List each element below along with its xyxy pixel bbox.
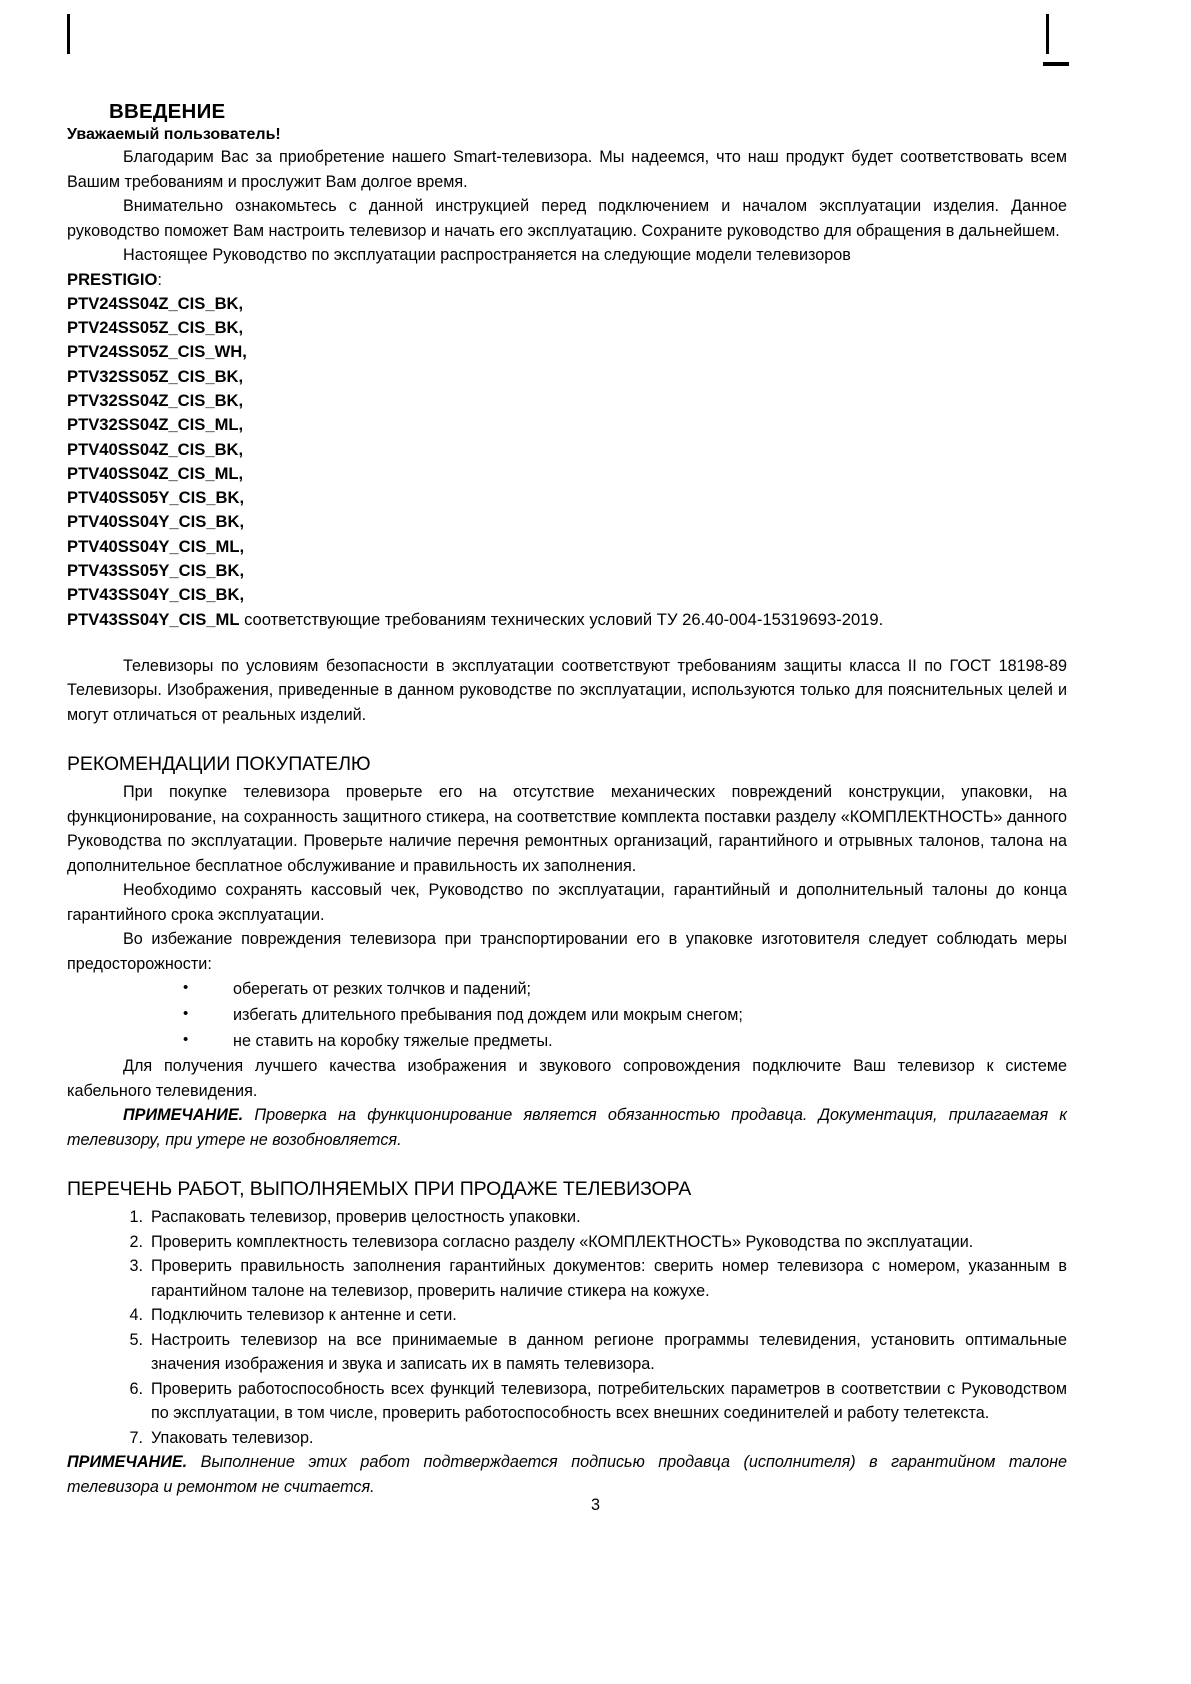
safety-paragraph: Телевизоры по условиям безопасности в эксплуатации соответствуют требованиям защиты класса II по ГОСТ 18198-89 Телевизоры. Изображения, приведенные в данном руководстве по эксплуатации, используются только для пояснительных целей и могут отличаться от реальных изделий. — [67, 656, 1067, 724]
crop-mark-top-right-vertical — [1046, 14, 1049, 54]
model-item-last — [67, 608, 1067, 632]
note-label: ПРИМЕЧАНИЕ. — [123, 1106, 244, 1125]
works-heading: ПЕРЕЧЕНЬ РАБОТ, ВЫПОЛНЯЕМЫХ ПРИ ПРОДАЖЕ ТЕЛЕВИЗОРА — [67, 1178, 692, 1201]
intro-paragraph-3: Настоящее Руководство по эксплуатации распространяется на следующие модели телевизоров — [123, 246, 851, 264]
list-item: Проверить работоспособность всех функций телевизора, потребительских параметров в соответствии с Руководством по эксплуатации, в том числе, проверить работоспособность всех внешних соединителей и работу телетекста. — [151, 1379, 1067, 1423]
note-text: Проверка на функционирование является обязанностью продавца. Документация, прилагаемая к телевизору, при утере не возобновляется. — [67, 1106, 1067, 1149]
model-item: PTV43SS04Y_CIS_BK, — [67, 585, 245, 605]
recommendations-paragraph-3: Во избежание повреждения телевизора при транспортировании его в упаковке изготовителя следует соблюдать меры предосторожности: — [67, 930, 1067, 973]
list-item: • оберегать от резких толчков и падений; — [183, 976, 1067, 1002]
model-code-last: PTV43SS04Y_CIS_ML — [67, 609, 240, 629]
model-item: PTV40SS05Y_CIS_BK, — [67, 488, 245, 508]
list-item: Упаковать телевизор. — [151, 1428, 314, 1447]
model-item: PTV32SS05Z_CIS_BK, — [67, 366, 244, 386]
recommendations-note — [67, 1103, 1067, 1152]
model-item: PTV32SS04Z_CIS_ML, — [67, 415, 244, 435]
model-item: PTV40SS04Y_CIS_ML, — [67, 536, 245, 556]
crop-mark-top-right-horizontal — [1043, 62, 1069, 66]
list-item: Распаковать телевизор, проверив целостность упаковки. — [151, 1208, 581, 1227]
model-item: PTV40SS04Z_CIS_ML, — [67, 463, 244, 483]
model-item: PTV24SS05Z_CIS_WH, — [67, 342, 247, 362]
document-body — [67, 100, 1067, 1499]
list-item: • избегать длительного пребывания под дождем или мокрым снегом; — [183, 1002, 1067, 1028]
note-label: ПРИМЕЧАНИЕ. — [67, 1453, 188, 1472]
list-item: Настроить телевизор на все принимаемые в данном регионе программы телевидения, установить оптимальные значения изображения и звука и записать их в память телевизора. — [151, 1330, 1067, 1374]
model-item: PTV40SS04Y_CIS_BK, — [67, 512, 245, 532]
brand-name: PRESTIGIO — [67, 269, 158, 289]
model-item: PTV40SS04Z_CIS_BK, — [67, 439, 244, 459]
crop-mark-top-left — [67, 14, 70, 54]
list-item: Подключить телевизор к антенне и сети. — [151, 1306, 457, 1325]
intro-salutation: Уважаемый пользователь! — [67, 126, 281, 143]
works-step-list — [67, 1205, 1067, 1450]
page-number: 3 — [590, 1496, 600, 1514]
works-note — [67, 1450, 1067, 1499]
list-item: • не ставить на коробку тяжелые предметы. — [183, 1028, 1067, 1054]
brand-line — [67, 268, 1067, 292]
model-item: PTV32SS04Z_CIS_BK, — [67, 390, 244, 410]
model-item: PTV43SS05Y_CIS_BK, — [67, 561, 245, 581]
recommendations-heading: РЕКОМЕНДАЦИИ ПОКУПАТЕЛЮ — [67, 753, 371, 776]
precautions-list — [67, 976, 1067, 1054]
recommendations-paragraph-1: При покупке телевизора проверьте его на отсутствие механических повреждений конструкции, упаковки, на функционирование, на сохранность защитного стикера, на соответствие комплекта поставки разделу «КОМПЛЕКТНОСТЬ» данного Руководства по эксплуатации. Проверьте наличие перечня ремонтных организаций, гарантийного и отрывных талонов, талона на дополнительное бесплатное обслуживание и правильность их заполнения. — [67, 783, 1067, 875]
intro-heading: ВВЕДЕНИЕ — [109, 100, 226, 123]
intro-paragraph-2: Внимательно ознакомьтесь с данной инструкцией перед подключением и началом эксплуатации изделия. Данное руководство поможет Вам настроить телевизор и начать его эксплуатацию. Сохраните руководство для обращения в дальнейшем. — [67, 197, 1067, 240]
recommendations-paragraph-4: Для получения лучшего качества изображения и звукового сопровождения подключите Ваш телевизор к системе кабельного телевидения. — [67, 1057, 1067, 1100]
list-item: Проверить правильность заполнения гарантийных документов: сверить номер телевизора с номером, указанным в гарантийном талоне на телевизор, проверить наличие стикера на кожухе. — [151, 1257, 1067, 1300]
model-item: PTV24SS05Z_CIS_BK, — [67, 318, 244, 338]
list-item: Проверить комплектность телевизора согласно разделу «КОМПЛЕКТНОСТЬ» Руководства по эксплуатации. — [151, 1232, 974, 1251]
model-list — [67, 268, 1067, 632]
model-tech-conditions: соответствующие требованиям технических условий ТУ 26.40-004-15319693-2019. — [239, 609, 884, 629]
model-item: PTV24SS04Z_CIS_BK, — [67, 293, 244, 313]
intro-paragraph-1: Благодарим Вас за приобретение нашего Smart-телевизора. Мы надеемся, что наш продукт будет соответствовать всем Вашим требованиям и прослужит Вам долгое время. — [67, 148, 1067, 191]
brand-colon: : — [157, 269, 162, 289]
note-text: Выполнение этих работ подтверждается подписью продавца (исполнителя) в гарантийном талоне телевизора и ремонтом не считается. — [67, 1453, 1067, 1496]
recommendations-paragraph-2: Необходимо сохранять кассовый чек, Руководство по эксплуатации, гарантийный и дополнительный талоны до конца гарантийного срока эксплуатации. — [67, 881, 1067, 924]
